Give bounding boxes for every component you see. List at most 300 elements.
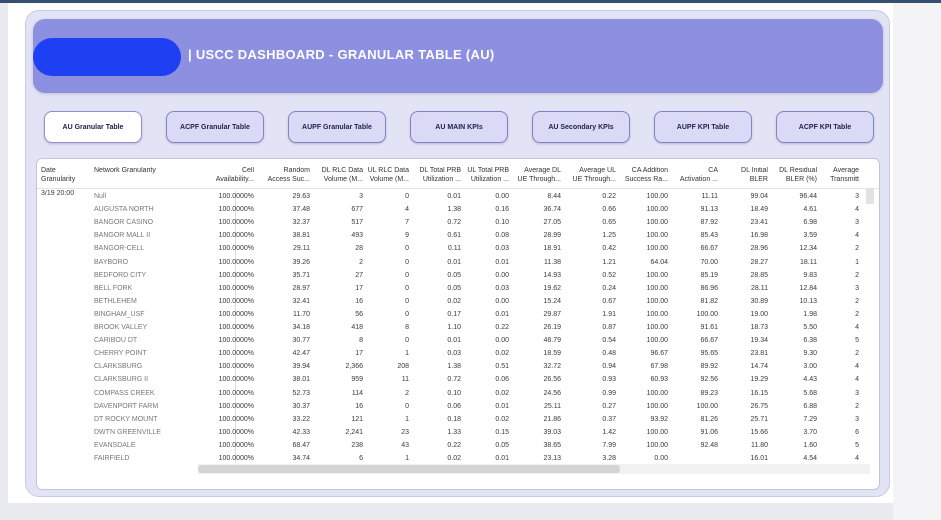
- table-cell: 100.0000%: [218, 284, 254, 292]
- column-header-line1: UL Total PRB: [467, 167, 509, 174]
- table-cell: 16.15: [750, 389, 768, 397]
- table-cell: 28: [355, 245, 363, 253]
- table-cell: 0.15: [495, 428, 509, 436]
- table-row[interactable]: [37, 242, 879, 255]
- table-cell: 14.74: [750, 363, 768, 371]
- table-cell: 1.10: [447, 324, 461, 331]
- table-cell: 23.13: [543, 455, 561, 462]
- table-cell: 6.38: [803, 337, 817, 345]
- table-cell: 0: [405, 337, 409, 345]
- table-cell: 6: [855, 428, 859, 436]
- column-header-line2: Transmitt: [830, 175, 859, 183]
- table-cell: 1: [405, 455, 409, 462]
- table-cell: 0.10: [447, 389, 461, 397]
- table-cell: 16.01: [750, 455, 768, 462]
- table-cell: 17: [355, 284, 363, 292]
- right-side-pane: [893, 3, 941, 520]
- table-cell: 0.00: [495, 271, 509, 279]
- network-granularity-cell: DWTN GREENVILLE: [94, 428, 161, 436]
- table-cell: 100.0000%: [218, 232, 254, 240]
- table-cell: 3: [359, 193, 363, 200]
- table-cell: 81.26: [700, 415, 718, 423]
- table-cell: 0.01: [495, 310, 509, 318]
- table-cell: 2: [855, 402, 859, 410]
- network-granularity-cell: BANGOR CASINO: [94, 219, 154, 227]
- table-cell: 85.19: [700, 271, 718, 279]
- table-cell: 1: [405, 415, 409, 423]
- table-row[interactable]: [37, 321, 879, 334]
- table-cell: 0.94: [602, 363, 616, 371]
- table-row[interactable]: [37, 203, 879, 216]
- table-cell: 677: [351, 206, 363, 214]
- column-header[interactable]: [673, 167, 718, 189]
- table-row[interactable]: [37, 413, 879, 426]
- table-cell: 28.97: [292, 284, 310, 292]
- table-cell: 25.71: [750, 415, 768, 423]
- table-cell: 959: [351, 376, 363, 384]
- table-cell: 2: [855, 350, 859, 358]
- table-cell: 43: [401, 441, 409, 449]
- table-cell: 6: [359, 455, 363, 462]
- table-cell: 1.60: [803, 441, 817, 449]
- table-cell: 3: [855, 284, 859, 292]
- column-header-line2: BLER: [749, 175, 768, 183]
- table-cell: 91.13: [700, 206, 718, 214]
- network-granularity-cell: BELL FORK: [94, 284, 133, 292]
- tab-aupf-granular-table[interactable]: AUPF Granular Table: [288, 111, 386, 143]
- network-granularity-cell: COMPASS CREEK: [94, 389, 155, 397]
- table-cell: 52.73: [292, 389, 310, 397]
- column-header[interactable]: [621, 167, 668, 189]
- table-cell: 15.24: [543, 297, 561, 305]
- table-cell: 100.0000%: [218, 219, 254, 227]
- table-cell: 89.92: [700, 363, 718, 371]
- table-cell: 14.93: [543, 271, 561, 279]
- table-cell: 25.11: [544, 402, 561, 410]
- table-row[interactable]: [37, 216, 879, 229]
- table-cell: 3: [855, 219, 859, 227]
- table-cell: 32.41: [292, 297, 310, 305]
- table-cell: 0.01: [495, 402, 509, 410]
- table-row[interactable]: [37, 190, 879, 203]
- table-cell: 418: [351, 324, 363, 331]
- table-cell: 100.0000%: [218, 402, 254, 410]
- table-cell: 0: [405, 258, 409, 266]
- tab-acpf-granular-table[interactable]: ACPF Granular Table: [166, 111, 264, 143]
- table-cell: 2: [855, 310, 859, 318]
- table-cell: 3.70: [803, 428, 817, 436]
- column-header-line1: DL RLC Data: [321, 167, 363, 174]
- table-cell: 4: [855, 376, 859, 384]
- column-header-line2: Network Granularity: [94, 167, 156, 174]
- table-cell: 0: [405, 297, 409, 305]
- table-cell: 91.06: [700, 428, 718, 436]
- table-cell: 6.98: [803, 219, 817, 227]
- table-cell: 38.81: [292, 232, 310, 240]
- column-header[interactable]: [207, 167, 254, 189]
- table-cell: 0.03: [495, 284, 509, 292]
- tab-au-granular-table[interactable]: AU Granular Table: [44, 111, 142, 143]
- table-cell: 18.59: [543, 350, 561, 358]
- table-cell: 1.25: [602, 232, 616, 240]
- table-row[interactable]: [37, 400, 879, 413]
- table-cell: 19.29: [750, 376, 768, 384]
- table-cell: 100.00: [646, 232, 668, 240]
- table-cell: 4.54: [803, 455, 817, 462]
- table-cell: 238: [351, 441, 363, 449]
- table-cell: 28.96: [750, 245, 768, 253]
- table-row[interactable]: [37, 439, 879, 452]
- table-cell: 0.66: [602, 206, 616, 214]
- table-cell: 10.13: [799, 297, 817, 305]
- table-cell: 27.05: [543, 219, 561, 227]
- network-granularity-cell: BAYBORO: [94, 258, 129, 266]
- table-cell: 68.47: [292, 441, 310, 449]
- network-granularity-cell: BANGOR MALL II: [94, 232, 151, 240]
- column-header-line2: Success Ra...: [624, 175, 668, 183]
- table-cell: 0: [405, 284, 409, 292]
- table-cell: 27: [355, 271, 363, 279]
- table-cell: 100.00: [646, 206, 668, 214]
- table-cell: 1.33: [447, 428, 461, 436]
- table-cell: 0.18: [447, 415, 461, 423]
- table-cell: 0: [405, 193, 409, 200]
- column-header-line2: Utilization ...: [470, 175, 509, 183]
- table-row[interactable]: [37, 347, 879, 360]
- table-cell: 0.42: [602, 245, 616, 253]
- table-cell: 3.00: [803, 363, 817, 371]
- column-header-line1: Average: [833, 167, 859, 174]
- table-cell: 39.03: [543, 428, 561, 436]
- tab-au-secondary-kpis[interactable]: AU Secondary KPIs: [532, 111, 630, 143]
- table-cell: 0.10: [495, 219, 509, 227]
- table-cell: 39.94: [292, 363, 310, 371]
- table-cell: 3: [855, 415, 859, 423]
- table-row[interactable]: [37, 373, 879, 386]
- table-cell: 0.11: [447, 245, 461, 253]
- column-header-line1: DL Total PRB: [419, 167, 461, 174]
- column-header-line2: UE Through...: [517, 175, 561, 183]
- table-cell: 9: [405, 232, 409, 240]
- table-cell: 0.01: [447, 193, 461, 200]
- table-cell: 89.23: [700, 389, 718, 397]
- table-cell: 0.01: [447, 337, 461, 345]
- column-header-line1: UL RLC Data: [367, 167, 409, 174]
- network-granularity-cell: Null: [94, 193, 107, 200]
- table-cell: 0.51: [495, 363, 509, 371]
- table-cell: 100.0000%: [218, 415, 254, 423]
- table-cell: 34.74: [292, 455, 310, 462]
- table-cell: 0.87: [602, 324, 616, 331]
- table-row[interactable]: [37, 387, 879, 400]
- column-header[interactable]: [723, 167, 768, 189]
- table-row[interactable]: [37, 360, 879, 373]
- table-cell: 48.79: [543, 337, 561, 345]
- table-cell: 9.83: [803, 271, 817, 279]
- table-cell: 493: [351, 232, 363, 240]
- table-cell: 92.48: [700, 441, 718, 449]
- network-granularity-cell: DAVENPORT FARM: [94, 402, 159, 410]
- table-cell: 8: [359, 337, 363, 345]
- table-cell: 0.65: [602, 219, 616, 227]
- network-granularity-cell: BROOK VALLEY: [94, 324, 148, 331]
- table-cell: 3.59: [803, 232, 817, 240]
- table-cell: 0.08: [495, 232, 509, 240]
- table-cell: 1.42: [602, 428, 616, 436]
- table-cell: 12.34: [799, 245, 817, 253]
- column-header-line2: Activation ...: [679, 175, 718, 183]
- table-cell: 28.85: [750, 271, 768, 279]
- table-cell: 30.89: [750, 297, 768, 305]
- table-cell: 29.63: [292, 193, 310, 200]
- table-cell: 7.29: [803, 415, 817, 423]
- table-cell: 5: [855, 441, 859, 449]
- table-cell: 2: [405, 389, 409, 397]
- table-cell: 100.00: [646, 310, 668, 318]
- table-cell: 0.99: [602, 389, 616, 397]
- table-cell: 5.68: [803, 389, 817, 397]
- table-cell: 85.43: [700, 232, 718, 240]
- table-cell: 100.0000%: [218, 441, 254, 449]
- table-cell: 0.05: [495, 441, 509, 449]
- table-cell: 38.01: [292, 376, 310, 384]
- table-cell: 26.75: [750, 402, 768, 410]
- table-cell: 56: [355, 310, 363, 318]
- table-cell: 1.38: [447, 206, 461, 214]
- table-cell: 100.00: [646, 402, 668, 410]
- network-granularity-cell: CLARKSBURG: [94, 363, 143, 371]
- table-cell: 0.37: [602, 415, 616, 423]
- network-granularity-cell: EVANSDALE: [94, 441, 136, 449]
- column-header-line2: Access Suc...: [267, 175, 310, 183]
- table-cell: 5.50: [803, 324, 817, 331]
- column-header[interactable]: [819, 167, 859, 189]
- table-row[interactable]: [37, 334, 879, 347]
- column-header-line1: Average DL: [524, 167, 561, 174]
- table-cell: 23: [401, 428, 409, 436]
- table-cell: 30.37: [292, 402, 310, 410]
- table-cell: 0.02: [495, 350, 509, 358]
- column-header-line1: Date: [41, 167, 56, 174]
- table-cell: 18.49: [750, 206, 768, 214]
- table-cell: 0.03: [495, 245, 509, 253]
- table-cell: 100.0000%: [218, 337, 254, 345]
- table-cell: 100.00: [646, 219, 668, 227]
- column-header[interactable]: [463, 167, 509, 189]
- table-cell: 7.99: [602, 441, 616, 449]
- table-cell: 29.11: [293, 245, 310, 253]
- table-cell: 23.81: [750, 350, 768, 358]
- table-cell: 18.73: [750, 324, 768, 331]
- table-cell: 0.02: [495, 389, 509, 397]
- table-cell: 0.52: [602, 271, 616, 279]
- table-cell: 0.24: [602, 284, 616, 292]
- column-header-line1: Average UL: [579, 167, 616, 174]
- table-row[interactable]: [37, 426, 879, 439]
- table-cell: 34.18: [292, 324, 310, 331]
- table-cell: 30.77: [292, 337, 310, 345]
- table-cell: 16: [355, 402, 363, 410]
- table-cell: 37.48: [292, 206, 310, 214]
- column-header[interactable]: [513, 167, 561, 189]
- table-cell: 2: [855, 297, 859, 305]
- column-header-line1: CA Addition: [631, 167, 668, 174]
- table-cell: 3.28: [602, 455, 616, 462]
- table-cell: 0.00: [495, 337, 509, 345]
- table-cell: 0.67: [602, 297, 616, 305]
- table-cell: 0.22: [602, 193, 616, 200]
- table-cell: 11.38: [544, 258, 561, 266]
- table-row[interactable]: [37, 256, 879, 269]
- table-cell: 100.0000%: [218, 258, 254, 266]
- table-cell: 0.03: [447, 350, 461, 358]
- table-cell: 1.91: [602, 310, 616, 318]
- table-cell: 0.06: [447, 402, 461, 410]
- table-cell: 100.00: [646, 193, 668, 200]
- table-cell: 121: [351, 415, 363, 423]
- table-row[interactable]: [37, 269, 879, 282]
- column-header[interactable]: [414, 167, 461, 189]
- column-header[interactable]: [364, 167, 409, 189]
- table-cell: 4: [855, 324, 859, 331]
- table-cell: 100.0000%: [218, 376, 254, 384]
- table-cell: 17: [355, 350, 363, 358]
- table-cell: 96.44: [799, 193, 817, 200]
- date-granularity-cell: 3/19 20:00: [41, 190, 75, 197]
- table-cell: 0.02: [447, 297, 461, 305]
- table-cell: 100.0000%: [218, 193, 254, 200]
- table-cell: 26.56: [543, 376, 561, 384]
- table-cell: 60.93: [650, 376, 668, 384]
- table-row[interactable]: [37, 308, 879, 321]
- table-cell: 0.27: [602, 402, 616, 410]
- tab-aupf-kpi-table[interactable]: AUPF KPI Table: [654, 111, 752, 143]
- network-granularity-cell: DT ROCKY MOUNT: [94, 415, 158, 423]
- table-cell: 11.70: [293, 310, 310, 318]
- table-cell: 2: [855, 245, 859, 253]
- table-cell: 0.72: [447, 376, 461, 384]
- column-header[interactable]: [260, 167, 310, 189]
- table-cell: 18.11: [800, 258, 817, 266]
- table-cell: 32.72: [543, 363, 561, 371]
- table-cell: 0.22: [495, 324, 509, 331]
- table-cell: 19.00: [750, 310, 768, 318]
- table-cell: 87.92: [700, 219, 718, 227]
- table-row[interactable]: [37, 229, 879, 242]
- table-cell: 70.00: [700, 258, 718, 266]
- column-header[interactable]: [41, 167, 91, 189]
- table-cell: 3: [855, 193, 859, 200]
- table-cell: 2: [855, 271, 859, 279]
- network-granularity-cell: BEDFORD CITY: [94, 271, 147, 279]
- column-header[interactable]: [772, 167, 817, 189]
- table-cell: 0.00: [495, 297, 509, 305]
- table-cell: 0: [405, 402, 409, 410]
- column-header-line2: BLER (%): [785, 175, 817, 183]
- table-cell: 99.04: [750, 193, 768, 200]
- table-cell: 67.98: [650, 363, 668, 371]
- vertical-scrollbar-thumb[interactable]: [866, 188, 874, 204]
- column-header-line2: Volume (M...: [323, 175, 363, 183]
- header-divider: [37, 188, 879, 189]
- table-cell: 100.0000%: [218, 363, 254, 371]
- table-cell: 100.00: [646, 428, 668, 436]
- column-header[interactable]: [94, 167, 204, 189]
- column-header-line2: Granularity: [41, 175, 76, 183]
- tab-acpf-kpi-table[interactable]: ACPF KPI Table: [776, 111, 874, 143]
- table-cell: 18.91: [543, 245, 561, 253]
- table-cell: 100.0000%: [218, 428, 254, 436]
- table-cell: 33.22: [292, 415, 310, 423]
- table-cell: 39.26: [292, 258, 310, 266]
- table-cell: 21.86: [543, 415, 561, 423]
- table-cell: 100.0000%: [218, 271, 254, 279]
- table-cell: 100.00: [646, 245, 668, 253]
- table-cell: 11.80: [751, 441, 768, 449]
- table-row[interactable]: [37, 295, 879, 308]
- table-cell: 0: [405, 310, 409, 318]
- table-cell: 100.00: [646, 324, 668, 331]
- table-cell: 5: [855, 337, 859, 345]
- column-header-line2: Availability...: [215, 175, 254, 183]
- table-cell: 208: [397, 363, 409, 371]
- network-granularity-cell: AUGUSTA NORTH: [94, 206, 154, 214]
- table-cell: 0.17: [447, 310, 461, 318]
- table-cell: 96.67: [650, 350, 668, 358]
- table-cell: 19.34: [750, 337, 768, 345]
- column-header-line1: DL Initial: [741, 167, 768, 174]
- table-cell: 16.98: [750, 232, 768, 240]
- table-cell: 66.67: [700, 337, 718, 345]
- table-cell: 24.56: [543, 389, 561, 397]
- column-header-line2: UE Through...: [572, 175, 616, 183]
- table-cell: 0: [405, 271, 409, 279]
- table-cell: 0.05: [447, 271, 461, 279]
- column-header-line1: CA: [708, 167, 718, 174]
- table-cell: 517: [351, 219, 363, 227]
- table-cell: 93.92: [650, 415, 668, 423]
- table-cell: 81.82: [700, 297, 718, 305]
- table-row[interactable]: [37, 282, 879, 295]
- network-granularity-cell: BANGOR-CELL: [94, 245, 145, 253]
- table-cell: 23.41: [750, 219, 768, 227]
- table-cell: 4: [855, 232, 859, 240]
- table-cell: 11.11: [701, 193, 718, 200]
- column-header-line1: Cell: [241, 167, 254, 174]
- table-cell: 66.67: [700, 245, 718, 253]
- table-cell: 29.87: [543, 310, 561, 318]
- column-header[interactable]: [314, 167, 363, 189]
- table-cell: 92.56: [700, 376, 718, 384]
- granular-table-panel: [36, 158, 880, 490]
- table-cell: 28.27: [750, 258, 768, 266]
- column-header[interactable]: [567, 167, 616, 189]
- table-cell: 64.04: [650, 258, 668, 266]
- tab-au-main-kpis[interactable]: AU MAIN KPIs: [410, 111, 508, 143]
- table-cell: 4: [405, 206, 409, 214]
- horizontal-scrollbar-thumb[interactable]: [198, 465, 620, 473]
- table-cell: 1.98: [803, 310, 817, 318]
- table-cell: 28.11: [751, 284, 768, 292]
- table-cell: 0.54: [602, 337, 616, 345]
- table-cell: 91.61: [700, 324, 718, 331]
- table-cell: 4: [855, 455, 859, 462]
- table-cell: 100.00: [696, 402, 718, 410]
- table-cell: 9.30: [803, 350, 817, 358]
- table-cell: 4: [855, 363, 859, 371]
- table-cell: 42.47: [292, 350, 310, 358]
- column-header-line1: Random: [283, 167, 310, 174]
